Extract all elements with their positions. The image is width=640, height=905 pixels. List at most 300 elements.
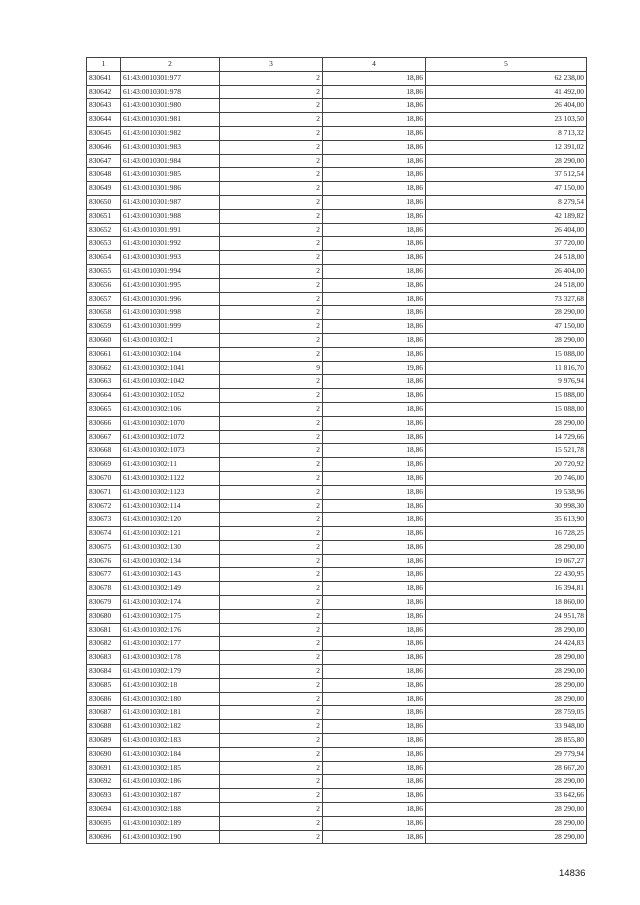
table-cell-col-1: 830694 [87, 803, 121, 817]
table-cell-col-3: 2 [220, 623, 323, 637]
table-cell-col-2: 61:43:0010301:983 [121, 140, 220, 154]
table-row [87, 320, 587, 334]
table-cell-col-3: 2 [220, 692, 323, 706]
table-row [87, 361, 587, 375]
table-cell-col-4: 18,86 [323, 678, 426, 692]
table-cell-col-4: 18,86 [323, 389, 426, 403]
table-cell-col-5: 28 667,20 [426, 761, 587, 775]
table-cell-col-3: 2 [220, 113, 323, 127]
table-cell-col-3: 2 [220, 665, 323, 679]
table-cell-col-3: 2 [220, 195, 323, 209]
table-cell-col-4: 18,86 [323, 734, 426, 748]
table-cell-col-2: 61:43:0010302:18 [121, 678, 220, 692]
table-cell-col-2: 61:43:0010302:186 [121, 775, 220, 789]
table-cell-col-1: 830681 [87, 623, 121, 637]
table-cell-col-5: 28 759,05 [426, 706, 587, 720]
table-cell-col-5: 47 150,00 [426, 182, 587, 196]
table-cell-col-3: 2 [220, 237, 323, 251]
table-cell-col-1: 830657 [87, 292, 121, 306]
table-cell-col-4: 18,86 [323, 720, 426, 734]
table-cell-col-5: 24 951,78 [426, 609, 587, 623]
table-cell-col-5: 15 088,00 [426, 347, 587, 361]
table-cell-col-3: 2 [220, 830, 323, 844]
table-cell-col-5: 26 404,00 [426, 223, 587, 237]
table-cell-col-3: 2 [220, 430, 323, 444]
table-cell-col-2: 61:43:0010301:991 [121, 223, 220, 237]
table-row [87, 582, 587, 596]
table-cell-col-2: 61:43:0010301:977 [121, 71, 220, 85]
table-row [87, 637, 587, 651]
table-cell-col-5: 15 088,00 [426, 389, 587, 403]
table-row [87, 140, 587, 154]
table-cell-col-3: 2 [220, 540, 323, 554]
table-cell-col-2: 61:43:0010302:1 [121, 333, 220, 347]
table-cell-col-2: 61:43:0010302:1122 [121, 471, 220, 485]
table-cell-col-3: 2 [220, 706, 323, 720]
table-cell-col-5: 28 290,00 [426, 665, 587, 679]
table-cell-col-3: 2 [220, 678, 323, 692]
table-row [87, 623, 587, 637]
column-header-4: 4 [323, 58, 426, 72]
document-page [86, 57, 586, 844]
table-cell-col-4: 18,86 [323, 816, 426, 830]
table-cell-col-4: 18,86 [323, 375, 426, 389]
table-row [87, 223, 587, 237]
table-cell-col-2: 61:43:0010302:143 [121, 568, 220, 582]
table-cell-col-3: 2 [220, 333, 323, 347]
table-cell-col-1: 830671 [87, 485, 121, 499]
table-cell-col-4: 18,86 [323, 554, 426, 568]
table-cell-col-5: 15 088,00 [426, 402, 587, 416]
table-cell-col-4: 18,86 [323, 665, 426, 679]
table-cell-col-5: 28 290,00 [426, 651, 587, 665]
table-cell-col-2: 61:43:0010302:177 [121, 637, 220, 651]
table-cell-col-1: 830651 [87, 209, 121, 223]
table-row [87, 251, 587, 265]
table-cell-col-4: 18,86 [323, 527, 426, 541]
table-cell-col-5: 28 290,00 [426, 306, 587, 320]
table-cell-col-5: 28 290,00 [426, 816, 587, 830]
table-cell-col-2: 61:43:0010302:121 [121, 527, 220, 541]
table-cell-col-2: 61:43:0010302:120 [121, 513, 220, 527]
table-cell-col-2: 61:43:0010302:182 [121, 720, 220, 734]
table-cell-col-5: 8 279,54 [426, 195, 587, 209]
table-cell-col-4: 19,86 [323, 361, 426, 375]
table-cell-col-4: 18,86 [323, 596, 426, 610]
table-cell-col-3: 2 [220, 416, 323, 430]
table-cell-col-4: 18,86 [323, 195, 426, 209]
table-cell-col-1: 830678 [87, 582, 121, 596]
table-cell-col-1: 830647 [87, 154, 121, 168]
table-row [87, 651, 587, 665]
table-cell-col-1: 830664 [87, 389, 121, 403]
table-cell-col-2: 61:43:0010302:114 [121, 499, 220, 513]
table-cell-col-3: 2 [220, 609, 323, 623]
table-cell-col-1: 830655 [87, 264, 121, 278]
table-cell-col-5: 33 642,66 [426, 789, 587, 803]
table-row [87, 375, 587, 389]
table-cell-col-3: 2 [220, 582, 323, 596]
table-cell-col-5: 11 816,70 [426, 361, 587, 375]
table-cell-col-3: 2 [220, 513, 323, 527]
table-cell-col-4: 18,86 [323, 154, 426, 168]
table-cell-col-4: 18,86 [323, 223, 426, 237]
table-cell-col-1: 830692 [87, 775, 121, 789]
table-cell-col-4: 18,86 [323, 803, 426, 817]
table-cell-col-2: 61:43:0010301:984 [121, 154, 220, 168]
table-cell-col-4: 18,86 [323, 637, 426, 651]
table-cell-col-2: 61:43:0010302:174 [121, 596, 220, 610]
table-cell-col-4: 18,86 [323, 706, 426, 720]
table-row [87, 195, 587, 209]
table-cell-col-1: 830653 [87, 237, 121, 251]
table-cell-col-1: 830685 [87, 678, 121, 692]
table-row [87, 306, 587, 320]
table-cell-col-4: 18,86 [323, 568, 426, 582]
column-header-3: 3 [220, 58, 323, 72]
table-cell-col-2: 61:43:0010302:190 [121, 830, 220, 844]
table-cell-col-3: 2 [220, 527, 323, 541]
column-header-2: 2 [121, 58, 220, 72]
table-cell-col-5: 28 290,00 [426, 333, 587, 347]
table-row [87, 596, 587, 610]
table-cell-col-2: 61:43:0010302:184 [121, 747, 220, 761]
table-cell-col-2: 61:43:0010301:985 [121, 168, 220, 182]
table-cell-col-4: 18,86 [323, 126, 426, 140]
table-cell-col-4: 18,86 [323, 830, 426, 844]
table-cell-col-1: 830654 [87, 251, 121, 265]
table-row [87, 292, 587, 306]
table-cell-col-3: 2 [220, 389, 323, 403]
table-cell-col-1: 830672 [87, 499, 121, 513]
table-cell-col-5: 8 713,32 [426, 126, 587, 140]
table-cell-col-1: 830663 [87, 375, 121, 389]
table-cell-col-1: 830668 [87, 444, 121, 458]
table-cell-col-1: 830660 [87, 333, 121, 347]
table-cell-col-5: 9 976,94 [426, 375, 587, 389]
table-cell-col-5: 30 998,30 [426, 499, 587, 513]
table-cell-col-4: 18,86 [323, 416, 426, 430]
table-row [87, 458, 587, 472]
table-cell-col-1: 830667 [87, 430, 121, 444]
table-cell-col-1: 830687 [87, 706, 121, 720]
table-cell-col-3: 2 [220, 126, 323, 140]
table-cell-col-5: 23 103,50 [426, 113, 587, 127]
table-cell-col-5: 41 492,00 [426, 85, 587, 99]
table-cell-col-5: 28 290,00 [426, 416, 587, 430]
table-cell-col-3: 2 [220, 554, 323, 568]
table-cell-col-5: 24 518,00 [426, 278, 587, 292]
table-cell-col-2: 61:43:0010301:980 [121, 99, 220, 113]
table-row [87, 71, 587, 85]
table-cell-col-3: 2 [220, 140, 323, 154]
table-cell-col-2: 61:43:0010302:1123 [121, 485, 220, 499]
table-row [87, 471, 587, 485]
table-cell-col-3: 2 [220, 168, 323, 182]
table-row [87, 264, 587, 278]
table-row [87, 554, 587, 568]
table-cell-col-1: 830656 [87, 278, 121, 292]
table-row [87, 527, 587, 541]
table-row [87, 803, 587, 817]
table-cell-col-2: 61:43:0010301:994 [121, 264, 220, 278]
table-row [87, 499, 587, 513]
table-cell-col-3: 2 [220, 182, 323, 196]
table-cell-col-2: 61:43:0010302:130 [121, 540, 220, 554]
table-cell-col-1: 830680 [87, 609, 121, 623]
table-cell-col-5: 42 189,82 [426, 209, 587, 223]
table-cell-col-5: 28 290,00 [426, 692, 587, 706]
table-cell-col-4: 18,86 [323, 775, 426, 789]
table-cell-col-2: 61:43:0010302:181 [121, 706, 220, 720]
table-cell-col-3: 2 [220, 278, 323, 292]
table-cell-col-2: 61:43:0010301:981 [121, 113, 220, 127]
table-row [87, 568, 587, 582]
table-row [87, 678, 587, 692]
table-row [87, 237, 587, 251]
table-cell-col-1: 830648 [87, 168, 121, 182]
table-cell-col-1: 830689 [87, 734, 121, 748]
table-cell-col-5: 19 067,27 [426, 554, 587, 568]
table-cell-col-5: 24 518,00 [426, 251, 587, 265]
table-row [87, 85, 587, 99]
table-cell-col-2: 61:43:0010301:987 [121, 195, 220, 209]
table-cell-col-1: 830644 [87, 113, 121, 127]
table-cell-col-4: 18,86 [323, 237, 426, 251]
table-body [87, 71, 587, 844]
table-row [87, 747, 587, 761]
table-cell-col-3: 2 [220, 720, 323, 734]
table-cell-col-3: 2 [220, 264, 323, 278]
table-cell-col-2: 61:43:0010302:187 [121, 789, 220, 803]
table-cell-col-5: 33 948,00 [426, 720, 587, 734]
table-cell-col-5: 28 290,00 [426, 775, 587, 789]
page-number: 14836 [559, 868, 586, 879]
table-cell-col-1: 830684 [87, 665, 121, 679]
column-header-1: 1 [87, 58, 121, 72]
table-cell-col-5: 16 394,81 [426, 582, 587, 596]
table-cell-col-4: 18,86 [323, 540, 426, 554]
table-cell-col-1: 830670 [87, 471, 121, 485]
table-cell-col-2: 61:43:0010302:104 [121, 347, 220, 361]
table-cell-col-1: 830674 [87, 527, 121, 541]
table-cell-col-5: 28 855,80 [426, 734, 587, 748]
table-row [87, 347, 587, 361]
table-row [87, 485, 587, 499]
table-cell-col-1: 830642 [87, 85, 121, 99]
table-cell-col-4: 18,86 [323, 264, 426, 278]
table-cell-col-5: 35 613,90 [426, 513, 587, 527]
table-cell-col-4: 18,86 [323, 458, 426, 472]
table-row [87, 113, 587, 127]
table-row [87, 278, 587, 292]
table-cell-col-5: 28 290,00 [426, 830, 587, 844]
table-cell-col-5: 29 779,94 [426, 747, 587, 761]
table-cell-col-1: 830673 [87, 513, 121, 527]
table-cell-col-4: 18,86 [323, 71, 426, 85]
table-cell-col-1: 830650 [87, 195, 121, 209]
table-row [87, 720, 587, 734]
table-cell-col-3: 2 [220, 154, 323, 168]
table-cell-col-5: 28 290,00 [426, 803, 587, 817]
table-cell-col-3: 2 [220, 789, 323, 803]
table-cell-col-4: 18,86 [323, 99, 426, 113]
table-row [87, 692, 587, 706]
table-cell-col-4: 18,86 [323, 209, 426, 223]
table-cell-col-3: 2 [220, 71, 323, 85]
table-row [87, 430, 587, 444]
table-cell-col-2: 61:43:0010302:106 [121, 402, 220, 416]
table-cell-col-3: 2 [220, 223, 323, 237]
table-cell-col-1: 830683 [87, 651, 121, 665]
table-cell-col-4: 18,86 [323, 747, 426, 761]
table-cell-col-1: 830643 [87, 99, 121, 113]
table-cell-col-4: 18,86 [323, 430, 426, 444]
table-cell-col-4: 18,86 [323, 609, 426, 623]
table-cell-col-3: 2 [220, 402, 323, 416]
table-cell-col-1: 830662 [87, 361, 121, 375]
table-cell-col-2: 61:43:0010301:998 [121, 306, 220, 320]
table-cell-col-5: 16 728,25 [426, 527, 587, 541]
table-cell-col-2: 61:43:0010302:1072 [121, 430, 220, 444]
table-cell-col-4: 18,86 [323, 140, 426, 154]
table-cell-col-4: 18,86 [323, 513, 426, 527]
table-cell-col-2: 61:43:0010302:178 [121, 651, 220, 665]
table-row [87, 609, 587, 623]
table-cell-col-1: 830649 [87, 182, 121, 196]
table-cell-col-1: 830675 [87, 540, 121, 554]
table-cell-col-4: 18,86 [323, 113, 426, 127]
table-cell-col-1: 830646 [87, 140, 121, 154]
table-cell-col-1: 830665 [87, 402, 121, 416]
table-cell-col-4: 18,86 [323, 761, 426, 775]
table-cell-col-2: 61:43:0010301:995 [121, 278, 220, 292]
table-row [87, 830, 587, 844]
table-cell-col-2: 61:43:0010302:149 [121, 582, 220, 596]
table-cell-col-5: 14 729,66 [426, 430, 587, 444]
table-cell-col-3: 2 [220, 747, 323, 761]
table-cell-col-5: 73 327,68 [426, 292, 587, 306]
table-cell-col-4: 18,86 [323, 251, 426, 265]
table-cell-col-4: 18,86 [323, 485, 426, 499]
table-cell-col-2: 61:43:0010302:183 [121, 734, 220, 748]
table-row [87, 816, 587, 830]
table-row [87, 402, 587, 416]
table-cell-col-4: 18,86 [323, 651, 426, 665]
table-cell-col-5: 22 430,95 [426, 568, 587, 582]
table-cell-col-5: 12 391,02 [426, 140, 587, 154]
table-cell-col-3: 2 [220, 775, 323, 789]
table-cell-col-3: 2 [220, 209, 323, 223]
table-cell-col-1: 830652 [87, 223, 121, 237]
table-cell-col-2: 61:43:0010302:180 [121, 692, 220, 706]
table-cell-col-5: 37 512,54 [426, 168, 587, 182]
table-cell-col-5: 15 521,78 [426, 444, 587, 458]
table-cell-col-1: 830669 [87, 458, 121, 472]
table-cell-col-4: 18,86 [323, 402, 426, 416]
table-cell-col-5: 26 404,00 [426, 99, 587, 113]
table-cell-col-1: 830677 [87, 568, 121, 582]
table-row [87, 734, 587, 748]
table-cell-col-5: 28 290,00 [426, 540, 587, 554]
table-cell-col-5: 24 424,83 [426, 637, 587, 651]
table-row [87, 333, 587, 347]
table-cell-col-3: 2 [220, 568, 323, 582]
table-row [87, 665, 587, 679]
table-cell-col-2: 61:43:0010302:175 [121, 609, 220, 623]
table-cell-col-4: 18,86 [323, 789, 426, 803]
table-cell-col-5: 47 150,00 [426, 320, 587, 334]
table-cell-col-1: 830661 [87, 347, 121, 361]
table-cell-col-3: 2 [220, 292, 323, 306]
table-cell-col-5: 18 860,00 [426, 596, 587, 610]
table-cell-col-3: 2 [220, 499, 323, 513]
table-cell-col-2: 61:43:0010301:999 [121, 320, 220, 334]
table-cell-col-3: 2 [220, 251, 323, 265]
table-cell-col-2: 61:43:0010302:1052 [121, 389, 220, 403]
table-cell-col-4: 18,86 [323, 182, 426, 196]
table-row [87, 444, 587, 458]
table-cell-col-1: 830690 [87, 747, 121, 761]
table-cell-col-5: 26 404,00 [426, 264, 587, 278]
table-cell-col-4: 18,86 [323, 471, 426, 485]
table-cell-col-3: 2 [220, 471, 323, 485]
table-cell-col-2: 61:43:0010302:179 [121, 665, 220, 679]
table-cell-col-2: 61:43:0010302:176 [121, 623, 220, 637]
table-cell-col-2: 61:43:0010302:1070 [121, 416, 220, 430]
table-row [87, 168, 587, 182]
table-cell-col-4: 18,86 [323, 85, 426, 99]
table-cell-col-1: 830688 [87, 720, 121, 734]
table-cell-col-4: 18,86 [323, 444, 426, 458]
table-cell-col-3: 2 [220, 734, 323, 748]
table-cell-col-5: 28 290,00 [426, 623, 587, 637]
table-cell-col-2: 61:43:0010301:996 [121, 292, 220, 306]
table-cell-col-1: 830645 [87, 126, 121, 140]
table-cell-col-1: 830682 [87, 637, 121, 651]
table-cell-col-3: 2 [220, 458, 323, 472]
table-row [87, 513, 587, 527]
table-row [87, 389, 587, 403]
table-cell-col-2: 61:43:0010301:992 [121, 237, 220, 251]
table-cell-col-2: 61:43:0010301:988 [121, 209, 220, 223]
table-cell-col-1: 830676 [87, 554, 121, 568]
table-row [87, 706, 587, 720]
table-cell-col-5: 19 538,96 [426, 485, 587, 499]
table-cell-col-2: 61:43:0010302:188 [121, 803, 220, 817]
table-cell-col-4: 18,86 [323, 499, 426, 513]
table-cell-col-2: 61:43:0010302:1041 [121, 361, 220, 375]
table-cell-col-5: 37 720,00 [426, 237, 587, 251]
table-row [87, 182, 587, 196]
table-cell-col-2: 61:43:0010302:1073 [121, 444, 220, 458]
table-cell-col-5: 20 746,00 [426, 471, 587, 485]
table-row [87, 99, 587, 113]
table-cell-col-4: 18,86 [323, 333, 426, 347]
table-cell-col-4: 18,86 [323, 320, 426, 334]
table-cell-col-1: 830666 [87, 416, 121, 430]
column-header-5: 5 [426, 58, 587, 72]
table-cell-col-2: 61:43:0010301:986 [121, 182, 220, 196]
table-cell-col-2: 61:43:0010302:189 [121, 816, 220, 830]
table-cell-col-5: 62 238,00 [426, 71, 587, 85]
table-cell-col-2: 61:43:0010302:11 [121, 458, 220, 472]
table-row [87, 126, 587, 140]
table-cell-col-3: 2 [220, 596, 323, 610]
table-cell-col-4: 18,86 [323, 623, 426, 637]
table-cell-col-3: 2 [220, 816, 323, 830]
table-cell-col-4: 18,86 [323, 347, 426, 361]
